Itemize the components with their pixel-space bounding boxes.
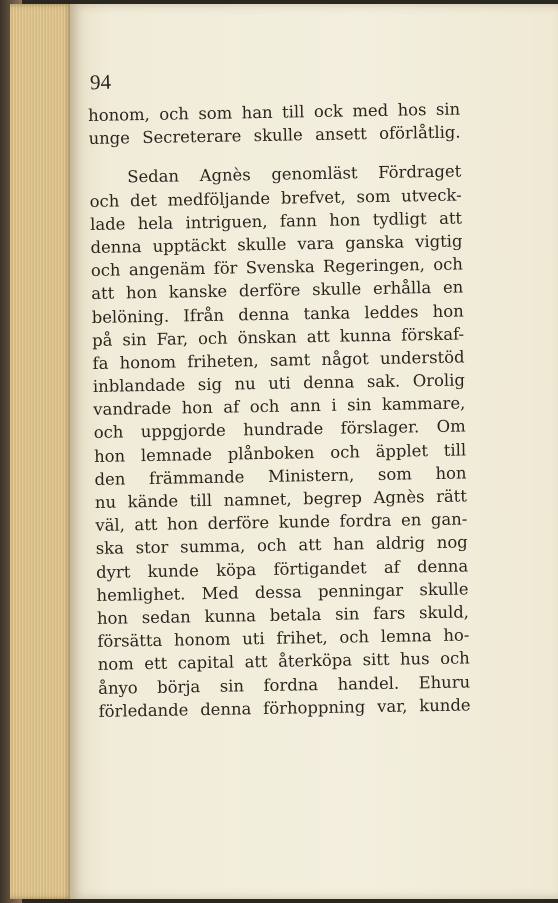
text-line: hemlighet. Med dessa penningar skulle	[96, 579, 469, 605]
text-line: på sin Far, och önskan att kunna förskaf-	[91, 324, 465, 350]
text-line: och uppgjorde hundrade förslager. Om	[93, 416, 466, 443]
text-line: unge Secreterare skulle ansett oförlåtlig.	[88, 122, 461, 149]
text-line: nu kände till namnet, begrep Agnès rätt	[94, 486, 468, 512]
text-line: vandrade hon af och ann i sin kammare,	[93, 393, 466, 420]
text-line: hon sedan kunna betala sin fars skuld,	[96, 602, 470, 628]
text-line: dyrt kunde köpa förtigandet af denna	[96, 556, 469, 582]
text-line: lade hela intriguen, fann hon tydligt att	[89, 208, 463, 234]
text-line: fa honom friheten, samt något understöd	[92, 347, 465, 373]
page-text	[88, 98, 471, 723]
text-line: att hon kanske derföre skulle erhålla en	[91, 277, 464, 304]
text-line: denna upptäckt skulle vara ganska vigtig	[90, 231, 463, 257]
text-line: Sedan Agnès genomläst Fördraget	[127, 161, 462, 187]
text-line: belöning. Ifrån denna tanka leddes hon	[91, 300, 464, 327]
text-line: förledande denna förhoppning var, kunde	[98, 695, 471, 721]
text-line: och angenäm för Svenska Regeringen, och	[90, 254, 464, 281]
page-edges	[10, 4, 72, 899]
text-line: den främmande Ministern, som hon	[94, 463, 467, 489]
text-line: ska stor summa, och att han aldrig nog	[95, 532, 468, 559]
page-number: 94	[89, 69, 112, 95]
text-line: nom ett capital att återköpa sitt hus och	[97, 648, 470, 675]
text-line: ånyo börja sin fordna handel. Ehuru	[98, 671, 471, 698]
text-line: honom, och som han till ock med hos sin	[88, 99, 461, 125]
text-line: hon lemnade plånboken och äpplet till	[93, 440, 467, 466]
text-line: försätta honom uti frihet, och lemna ho-	[97, 625, 470, 652]
text-line: inblandade sig nu uti denna sak. Orolig	[92, 370, 466, 397]
text-line: väl, att hon derföre kunde fordra en gan-	[95, 509, 468, 536]
text-line: och det medföljande brefvet, som utveck-	[89, 185, 462, 211]
